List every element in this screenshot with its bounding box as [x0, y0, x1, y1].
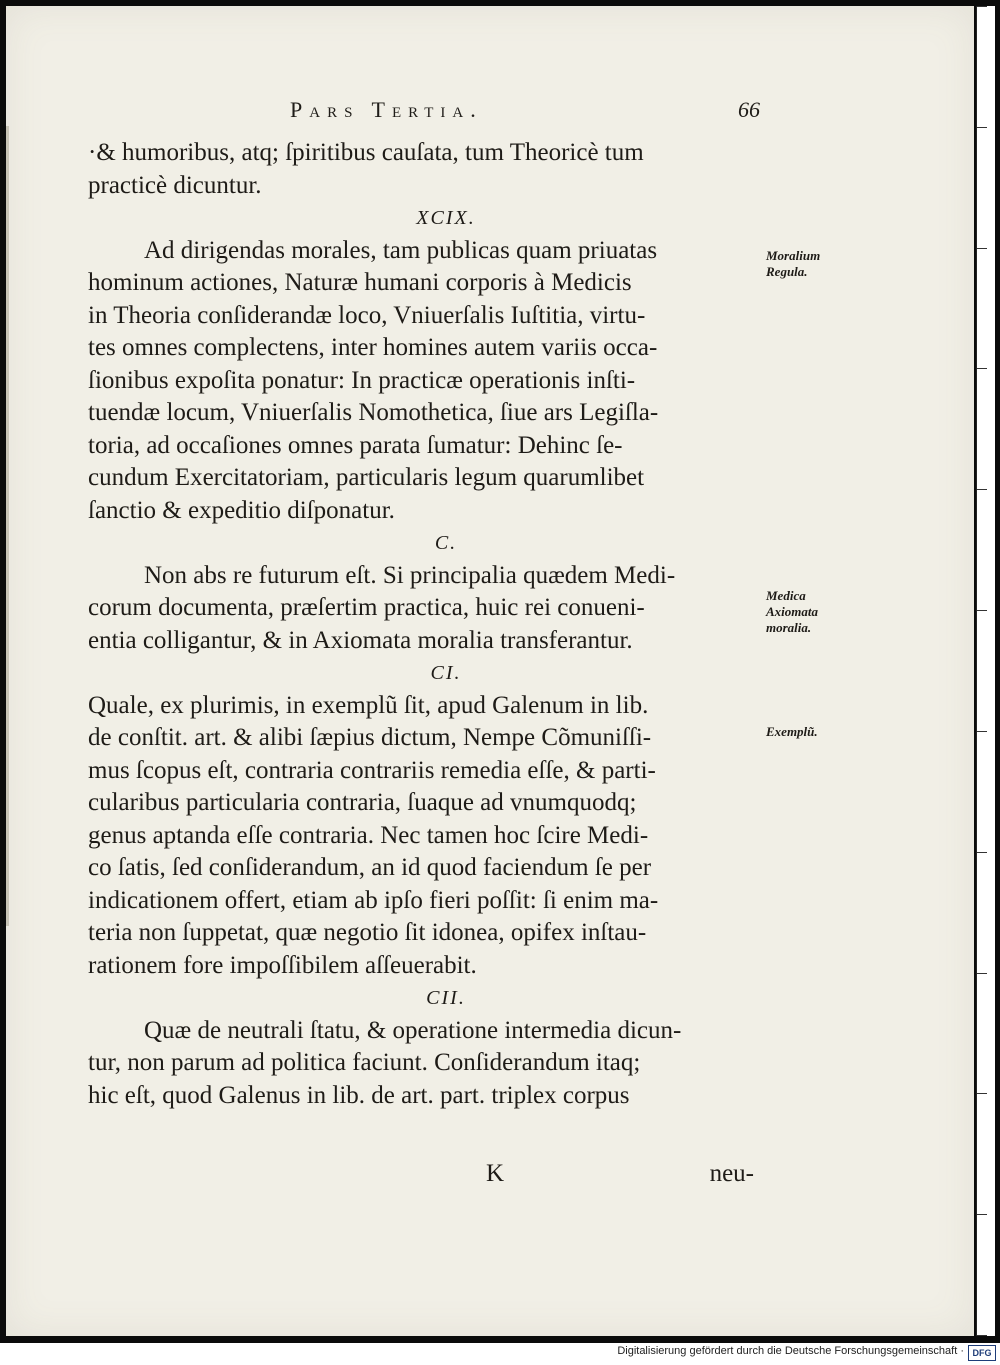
text-line: corum documenta, præſertim practica, huic rei conueni-: [88, 594, 645, 621]
text-line: hic eſt, quod Galenus in lib. de art. part. triplex corpus: [88, 1081, 630, 1109]
text-line: toria, ad occaſiones omnes parata ſumatur: Dehinc ſe-: [88, 431, 623, 459]
text-line: Non abs re futurum eſt. Si principalia quædem Medi-: [144, 561, 676, 589]
marginal-note-exemplum: Exemplũ.: [766, 724, 818, 739]
text-line: mus ſcopus eſt, contraria contrariis remedia eſſe, & parti-: [88, 756, 656, 784]
page-edge-shadow: [6, 126, 9, 926]
scan-scale-bar: [976, 6, 995, 1336]
running-head: [290, 97, 770, 127]
text-line: cundum Exercitatoriam, particularis legum quarumlibet: [88, 464, 645, 491]
catchword: neu-: [709, 1160, 754, 1187]
text-line: tes omnes complectens, inter homines autem variis occa-: [88, 334, 658, 361]
text-line: teria non ſuppetat, quæ negotio ſit idonea, opifex inſtau-: [88, 919, 647, 946]
text-line: entia colligantur, & in Axiomata moralia transferantur.: [88, 626, 633, 654]
section-number-xcix: XCIX.: [416, 207, 476, 229]
marginal-note-moralium: Moralium Regula.: [766, 248, 821, 279]
text-line: in Theoria conſiderandæ loco, Vniuerſalis Iuſtitia, virtu-: [88, 301, 646, 329]
text-line: genus aptanda eſſe contraria. Nec tamen hoc ſcire Medi-: [88, 821, 649, 849]
dfg-logo: DFG: [968, 1345, 996, 1361]
signature-mark: K: [486, 1160, 505, 1187]
text-line: Quale, ex plurimis, in exemplũ ſit, apud Galenum in lib.: [88, 691, 649, 719]
text-line: ſanctio & expeditio diſponatur.: [88, 496, 395, 524]
section-number-cii: CII.: [426, 987, 466, 1009]
text-line: Ad dirigendas morales, tam publicas quam priuatas: [144, 236, 658, 264]
text-line: practicè dicuntur.: [88, 171, 262, 199]
marginal-note-medica: Medica Axiomata moralia.: [766, 588, 819, 635]
footer-credit: Digitalisierung gefördert durch die Deutsche Forschungsgemeinschaft ·: [617, 1345, 964, 1357]
text-line: ·& humoribus, atq; ſpiritibus cauſata, tum Theoricè tum: [88, 139, 644, 166]
body-text: [88, 137, 764, 1112]
section-number-ci: CI.: [430, 662, 462, 684]
text-line: tur, non parum ad politica faciunt. Conſiderandum itaq;: [88, 1049, 641, 1076]
text-line: indicationem offert, etiam ab ipſo fieri poſſit: ſi enim ma-: [88, 886, 659, 914]
text-line: cularibus particularia contraria, ſuaque ad vnumquodq;: [88, 789, 637, 816]
page-foot: [88, 1160, 764, 1192]
text-line: co ſatis, ſed conſiderandum, an id quod faciendum ſe per: [88, 854, 652, 881]
text-line: ſionibus expoſita ponatur: In practicæ operationis inſti-: [88, 366, 636, 394]
section-number-c: C.: [434, 532, 458, 554]
text-line: rationem fore impoſſibilem aſſeuerabit.: [88, 951, 477, 979]
text-line: Quæ de neutrali ſtatu, & operatione intermedia dicun-: [144, 1016, 682, 1044]
digitization-footer: [0, 1343, 1000, 1365]
text-line: tuendæ locum, Vniuerſalis Nomothetica, ſiue ars Legiſla-: [88, 399, 659, 426]
page-number: 66: [738, 97, 760, 122]
text-line: de conſtit. art. & alibi ſæpius dictum, Nempe Cõmuniſſi-: [88, 724, 652, 751]
running-head-title: Pars Tertia.: [290, 97, 483, 122]
text-line: hominum actiones, Naturæ humani corporis à Medicis: [88, 269, 632, 296]
